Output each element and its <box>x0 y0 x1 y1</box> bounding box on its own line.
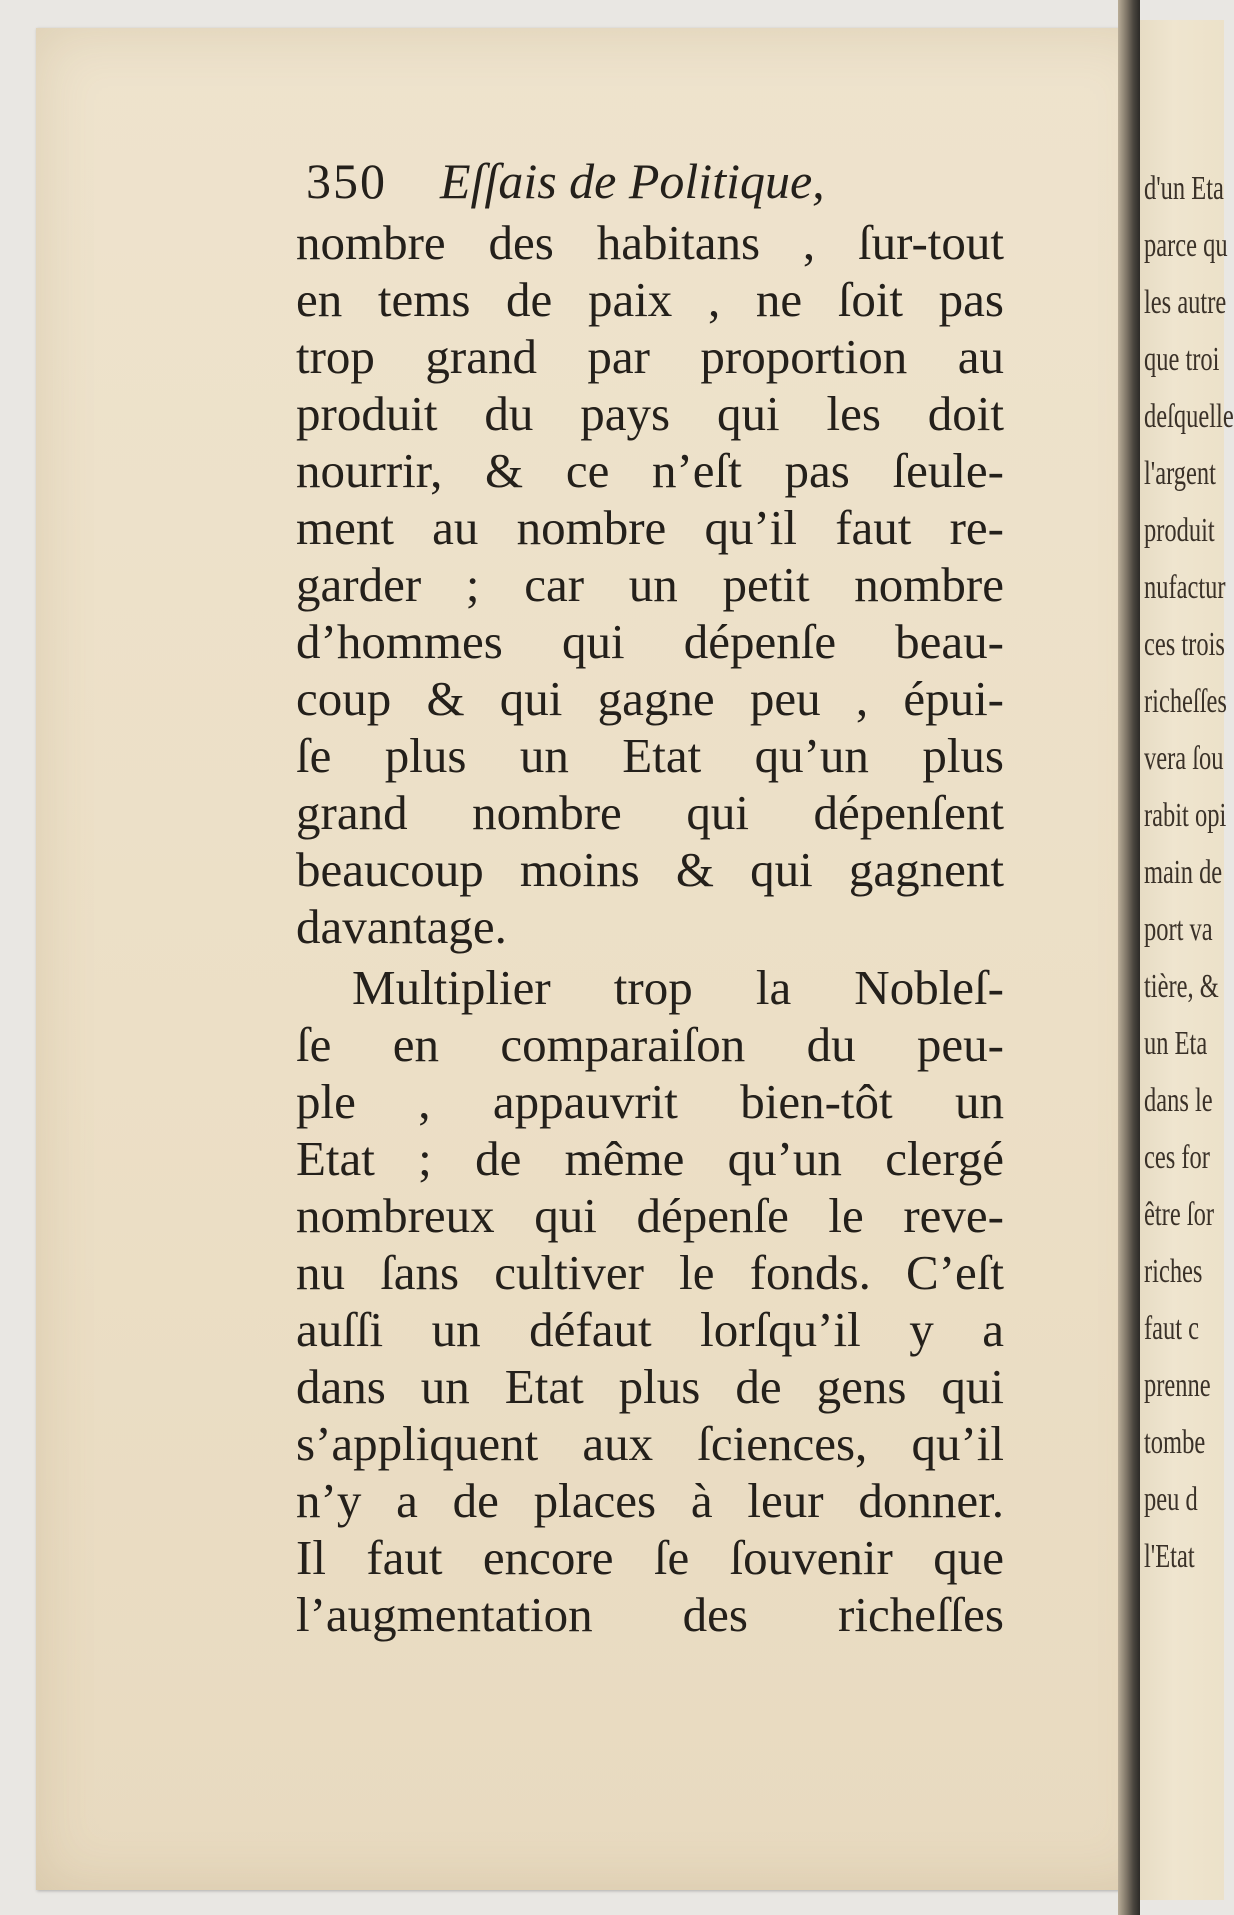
facing-page-fragment: richeſſes <box>1144 683 1227 720</box>
text-line: Il faut encore ſe ſouvenir que <box>296 1530 1004 1585</box>
page-text-block <box>296 152 1004 1643</box>
facing-page-fragment: ces trois <box>1144 626 1225 663</box>
text-line: d’hommes qui dépenſe beau- <box>296 614 1004 669</box>
text-line: l’augmentation des richeſſes <box>296 1587 1004 1642</box>
facing-page-fragment: faut c <box>1144 1310 1200 1347</box>
facing-page-fragment: riches <box>1144 1253 1203 1290</box>
running-title: Eſſais de Politique, <box>440 153 825 209</box>
page-header <box>296 152 1004 214</box>
facing-page-fragment: tombe <box>1144 1424 1206 1461</box>
text-line: grand nombre qui dépenſent <box>296 785 1004 840</box>
facing-page-fragment: prenne <box>1144 1367 1211 1404</box>
facing-page-fragment: dans le <box>1144 1082 1213 1119</box>
facing-page-fragment: d'un Eta <box>1144 170 1224 207</box>
text-line: ment au nombre qu’il faut re- <box>296 500 1004 555</box>
facing-page-fragment: produit <box>1144 512 1215 549</box>
facing-page-fragment: nufactur <box>1144 569 1226 606</box>
text-line: nu ſans cultiver le fonds. C’eſt <box>296 1245 1004 1300</box>
text-line: Etat ; de même qu’un clergé <box>296 1131 1004 1186</box>
facing-page-fragment: deſquelle <box>1144 398 1234 435</box>
text-line: garder ; car un petit nombre <box>296 557 1004 612</box>
text-line: beaucoup moins & qui gagnent <box>296 842 1004 897</box>
text-line: s’appliquent aux ſciences, qu’il <box>296 1416 1004 1471</box>
text-line: nourrir, & ce n’eſt pas ſeule- <box>296 443 1004 498</box>
facing-page-fragment: être ſor <box>1144 1196 1214 1233</box>
text-line: ſe en comparaiſon du peu- <box>296 1017 1004 1072</box>
facing-page-fragment: port va <box>1144 911 1213 948</box>
text-line: ſe plus un Etat qu’un plus <box>296 728 1004 783</box>
facing-page-fragment: main de <box>1144 854 1223 891</box>
text-line: davantage. <box>296 899 507 954</box>
facing-page-fragment: les autre <box>1144 284 1227 321</box>
text-line: Multiplier trop la Nobleſ- <box>352 960 1004 1015</box>
text-line: nombreux qui dépenſe le reve- <box>296 1188 1004 1243</box>
facing-page-fragment: tière, & <box>1144 968 1219 1005</box>
facing-page-fragment: que troi <box>1144 341 1220 378</box>
text-line: n’y a de places à leur donner. <box>296 1473 1004 1528</box>
facing-page-fragment: un Eta <box>1144 1025 1208 1062</box>
text-line: ple , appauvrit bien-tôt un <box>296 1074 1004 1129</box>
facing-page-edge <box>1140 20 1234 1900</box>
facing-page-fragment: l'Etat <box>1144 1538 1195 1575</box>
facing-page-fragment: parce qu <box>1144 227 1228 264</box>
facing-page-fragment: rabit opi <box>1144 797 1227 834</box>
facing-page-fragment: ces for <box>1144 1139 1210 1176</box>
paragraph <box>296 959 1004 1643</box>
facing-page-fragment: l'argent <box>1144 455 1216 492</box>
text-line: coup & qui gagne peu , épui- <box>296 671 1004 726</box>
body-text <box>296 214 1004 1643</box>
text-line: dans un Etat plus de gens qui <box>296 1359 1004 1414</box>
facing-page-fragment: vera ſou <box>1144 740 1224 777</box>
text-line: nombre des habitans , ſur-tout <box>296 215 1004 270</box>
text-line: en tems de paix , ne ſoit pas <box>296 272 1004 327</box>
page-number: 350 <box>306 153 387 209</box>
facing-page-fragment: peu d <box>1144 1481 1198 1518</box>
text-line: produit du pays qui les doit <box>296 386 1004 441</box>
text-line: trop grand par proportion au <box>296 329 1004 384</box>
book-gutter <box>1118 0 1140 1915</box>
text-line: auſſi un défaut lorſqu’il y a <box>296 1302 1004 1357</box>
paragraph <box>296 214 1004 955</box>
